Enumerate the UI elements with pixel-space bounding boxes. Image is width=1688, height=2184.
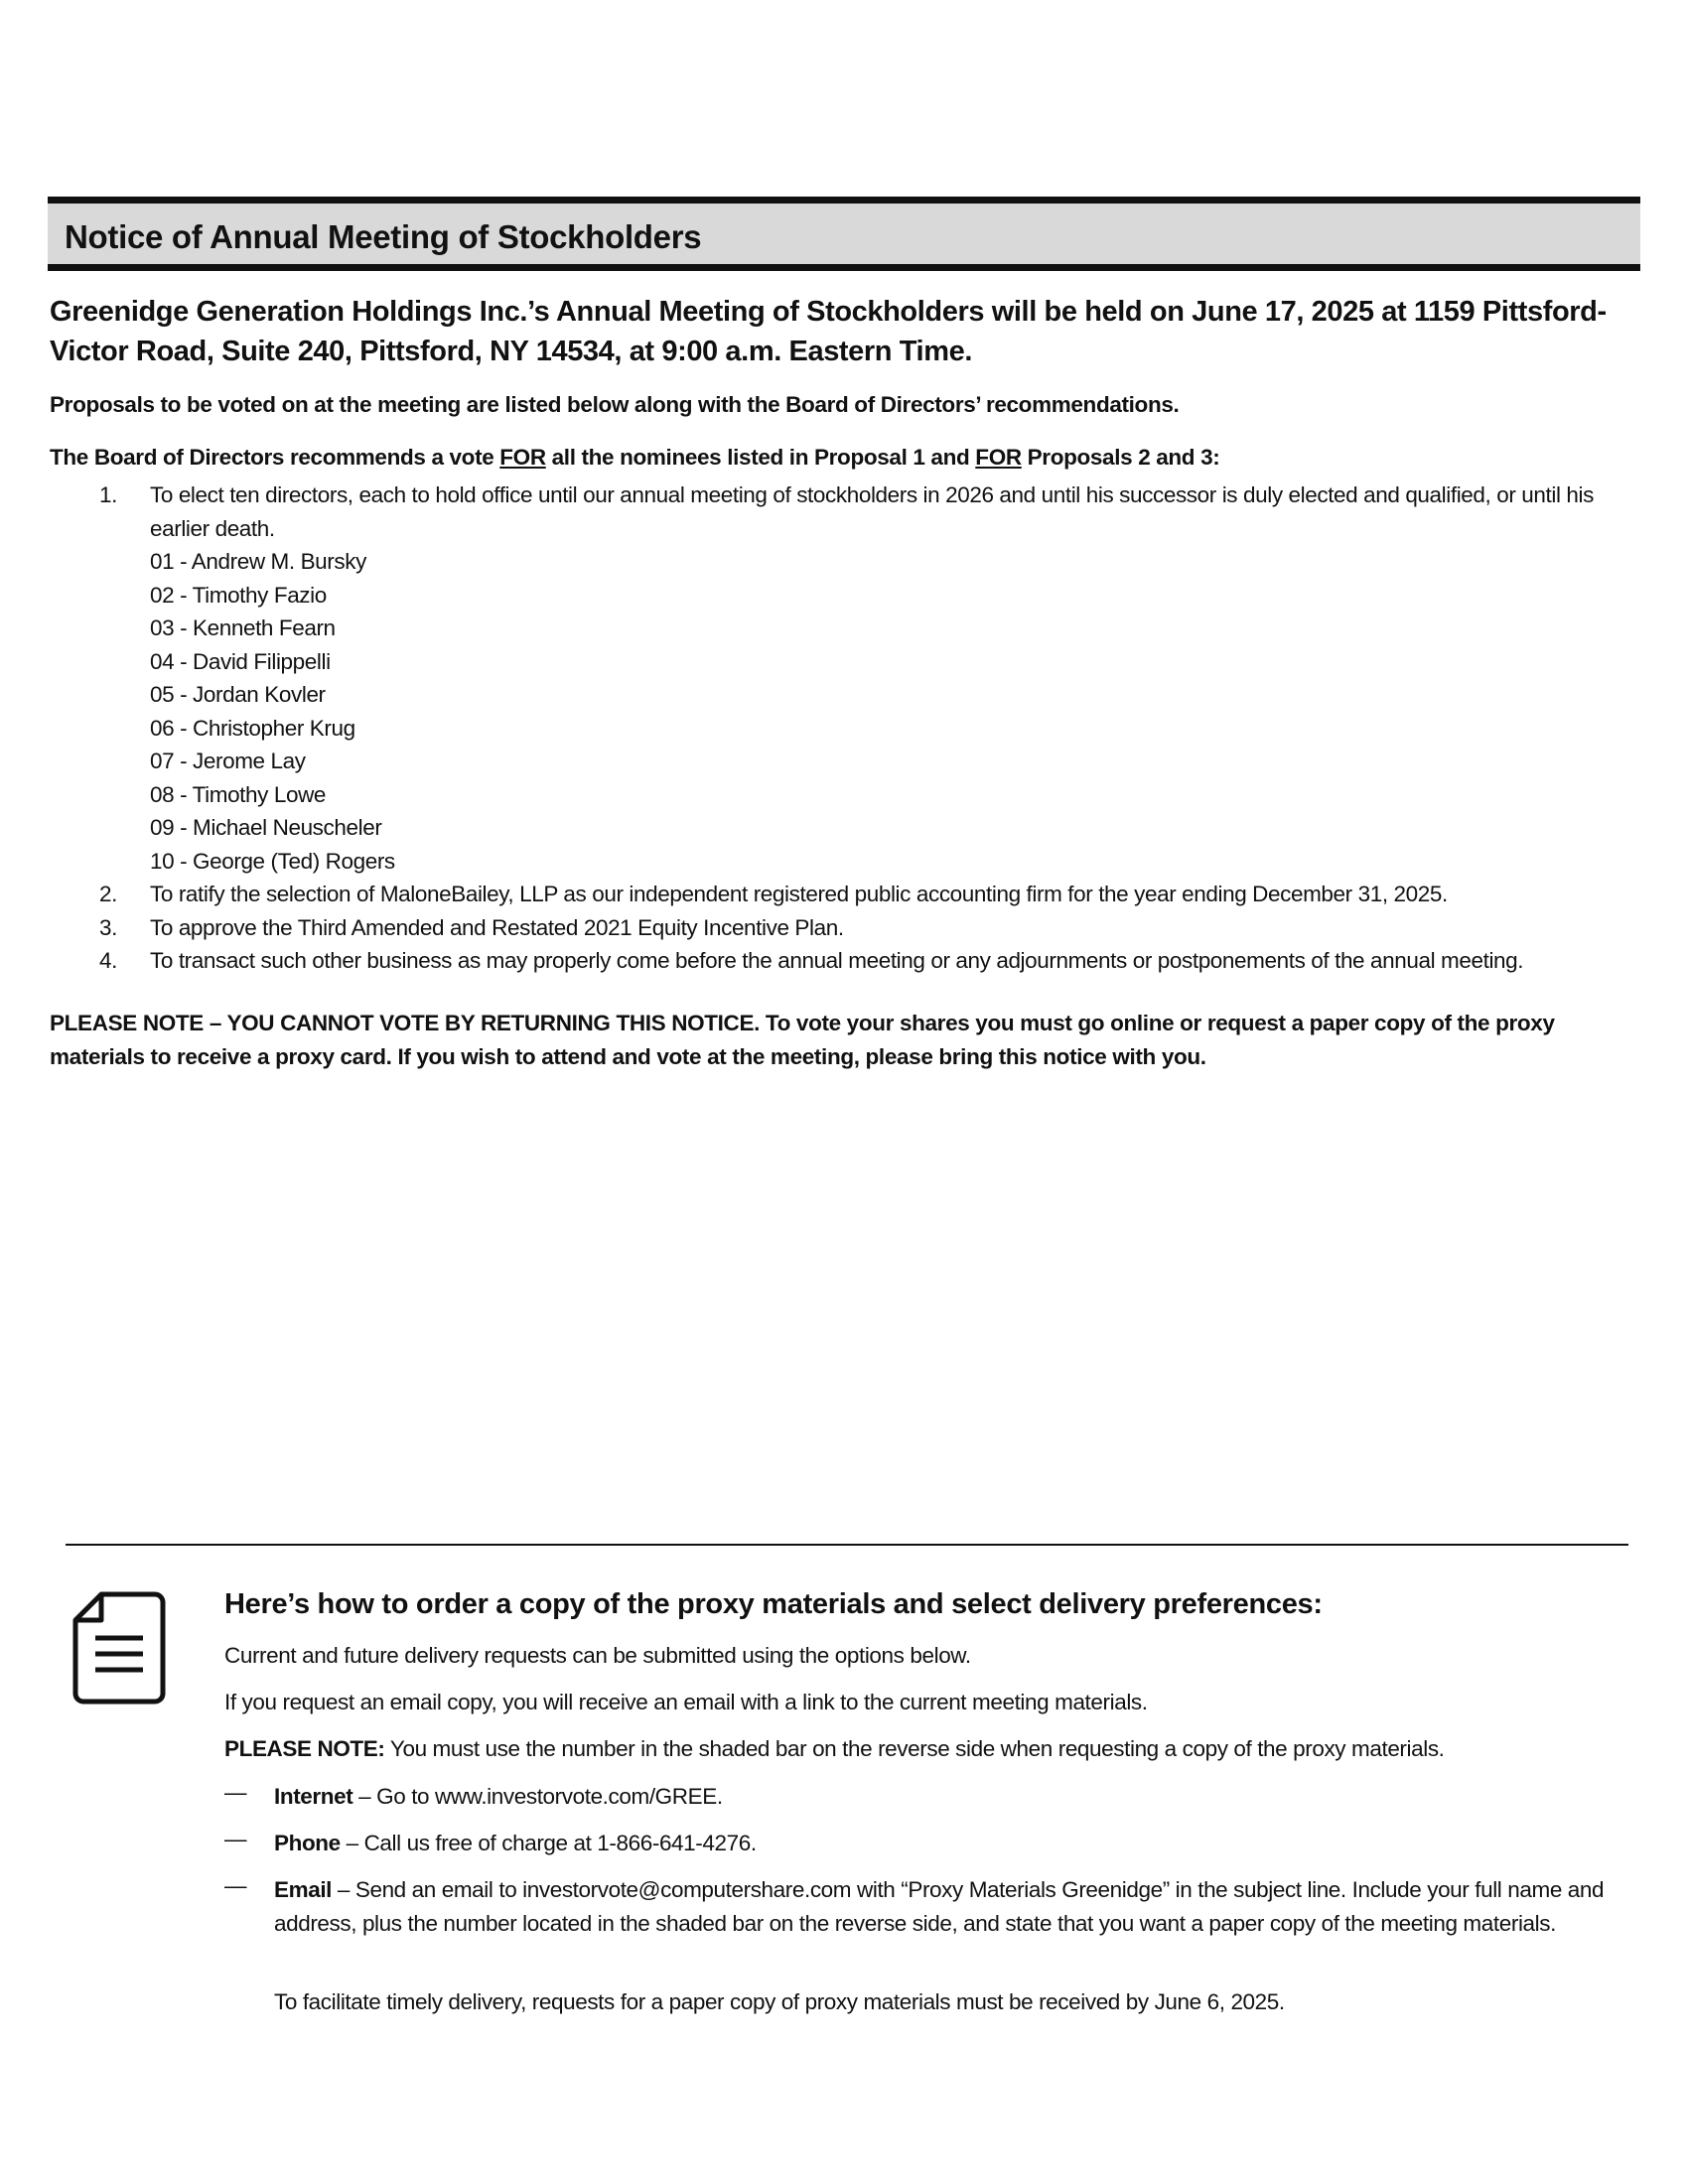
order-line-2: If you request an email copy, you will receive an email with a link to the current meeting materials. (224, 1690, 1148, 1714)
dash-bullet: — (224, 1873, 247, 1898)
proposal-text: To transact such other business as may properly come before the annual meeting or any adjournments or postponements of the annual meeting. (150, 948, 1524, 973)
email-text[interactable]: – Send an email to investorvote@computershare.com with “Proxy Materials Greenidge” in the subject line. Include your full name and address, plus the number located in the shaded bar on the reverse side, and state that you want a paper copy of the meeting materials. (274, 1877, 1605, 1936)
phone-text[interactable]: – Call us free of charge at 1-866-641-4276. (340, 1831, 757, 1855)
nominee-list (150, 545, 1648, 878)
board-rec-text: all the nominees listed in Proposal 1 and (545, 445, 976, 470)
proposal-number: 1. (99, 482, 117, 507)
delivery-deadline: To facilitate timely delivery, requests for a paper copy of proxy materials must be received by June 6, 2025. (274, 1989, 1285, 2014)
option-email (224, 1873, 1634, 1940)
for-emphasis: FOR (975, 445, 1022, 470)
for-emphasis: FOR (499, 445, 546, 470)
board-recommendation (50, 445, 1648, 471)
section-divider (66, 1544, 1628, 1546)
proposal-number: 4. (99, 948, 117, 973)
board-rec-text: Proposals 2 and 3: (1021, 445, 1220, 470)
proposals-intro: Proposals to be voted on at the meeting are listed below along with the Board of Directors’ recommendations. (50, 392, 1180, 417)
board-rec-text: The Board of Directors recommends a vote (50, 445, 500, 470)
nominee-item: 01 - Andrew M. Bursky (150, 549, 366, 574)
internet-label: Internet (274, 1784, 353, 1809)
meeting-intro: Greenidge Generation Holdings Inc.’s Annual Meeting of Stockholders will be held on June 17, 2025 at 1159 Pittsford-Victor Road, Suite 240, Pittsford, NY 14534, at 9:00 a.m. Eastern Time. (50, 296, 1607, 367)
email-label: Email (274, 1877, 333, 1902)
nominee-item: 05 - Jordan Kovler (150, 682, 326, 707)
proposal-text: To ratify the selection of MaloneBailey, LLP as our independent registered public accounting firm for the year ending December 31, 2025. (150, 882, 1448, 906)
note-text: You must use the number in the shaded bar on the reverse side when requesting a copy of the proxy materials. (384, 1736, 1445, 1761)
proposal-number: 3. (99, 914, 117, 940)
dash-bullet: — (224, 1827, 247, 1851)
proposal-text: To elect ten directors, each to hold office until our annual meeting of stockholders in 2026 and until his successor is duly elected and qualified, or until his earlier death. (150, 482, 1594, 541)
proposal-list (50, 478, 1648, 978)
page-title: Notice of Annual Meeting of Stockholders (65, 218, 702, 255)
dash-bullet: — (224, 1780, 247, 1805)
nominee-item: 08 - Timothy Lowe (150, 781, 327, 807)
document-icon (71, 1590, 167, 1706)
internet-text[interactable]: – Go to www.investorvote.com/GREE. (352, 1784, 723, 1809)
order-line-1: Current and future delivery requests can be submitted using the options below. (224, 1643, 971, 1668)
nominee-item: 03 - Kenneth Fearn (150, 615, 336, 640)
proposal-text: To approve the Third Amended and Restated 2021 Equity Incentive Plan. (150, 914, 844, 940)
option-internet (224, 1780, 1634, 1814)
nominee-item: 09 - Michael Neuscheler (150, 815, 382, 840)
proposal-3 (50, 911, 1648, 945)
option-phone (224, 1827, 1634, 1860)
order-note (224, 1736, 1634, 1762)
proposal-4 (50, 944, 1648, 978)
nominee-item: 04 - David Filippelli (150, 648, 331, 674)
nominee-item: 07 - Jerome Lay (150, 749, 306, 773)
order-heading: Here’s how to order a copy of the proxy materials and select delivery preferences: (224, 1588, 1323, 1620)
phone-label: Phone (274, 1831, 341, 1855)
nominee-item: 02 - Timothy Fazio (150, 582, 327, 608)
voting-note: PLEASE NOTE – YOU CANNOT VOTE BY RETURNING THIS NOTICE. To vote your shares you must go online or request a paper copy of the proxy materials to receive a proxy card. If you wish to attend and vote at the meeting, please bring this notice with you. (50, 1011, 1555, 1069)
nominee-item: 06 - Christopher Krug (150, 715, 355, 741)
proposal-2 (50, 878, 1648, 911)
nominee-item: 10 - George (Ted) Rogers (150, 848, 395, 874)
note-label: PLEASE NOTE: (224, 1736, 385, 1761)
proposal-1 (50, 478, 1648, 878)
proposal-number: 2. (99, 882, 117, 906)
section-title-bar (48, 197, 1640, 271)
